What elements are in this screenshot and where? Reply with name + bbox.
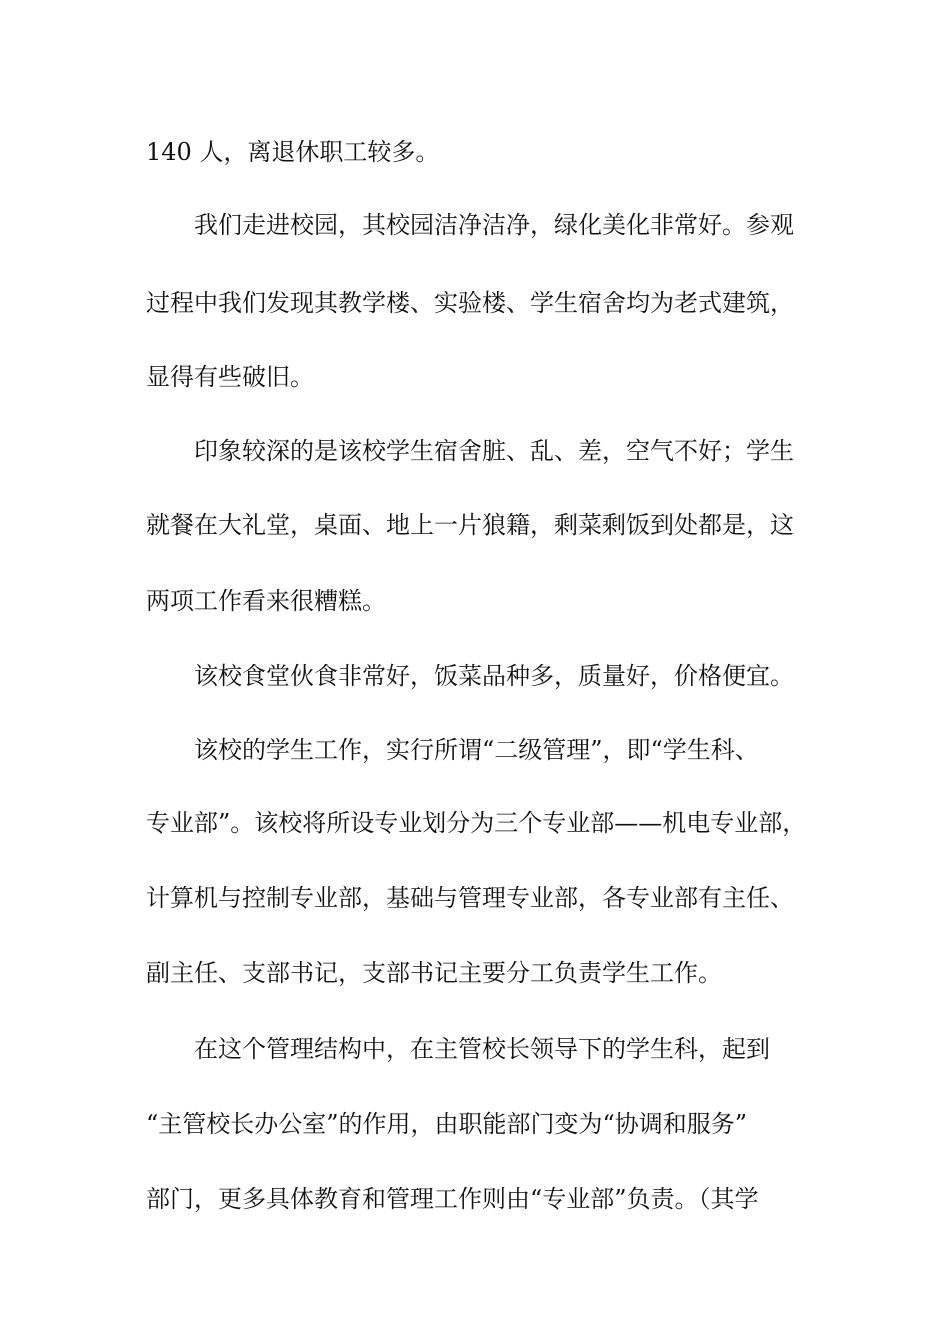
text-line: 专业部”。该校将所设专业划分为三个专业部——机电专业部， — [146, 809, 807, 837]
paragraph-start-line: 该校的学生工作，实行所谓“二级管理”，即“学生科、 — [194, 736, 759, 764]
paragraph-start-line: 该校食堂伙食非常好，饭菜品种多，质量好，价格便宜。 — [194, 662, 794, 690]
text-line: 140 人，离退休职工较多。 — [146, 138, 440, 166]
text-line: 计算机与控制专业部，基础与管理专业部，各专业部有主任、 — [146, 884, 794, 912]
paragraph-start-line: 印象较深的是该校学生宿舍脏、乱、差，空气不好；学生 — [194, 437, 794, 465]
text-line: 显得有些破旧。 — [146, 363, 314, 391]
text-line: “主管校长办公室”的作用，由职能部门变为“协调和服务” — [146, 1110, 748, 1138]
text-line: 就餐在大礼堂，桌面、地上一片狼籍，剩菜剩饭到处都是，这 — [146, 511, 794, 539]
paragraph-start-line: 在这个管理结构中，在主管校长领导下的学生科，起到 — [194, 1035, 770, 1063]
text-line: 部门，更多具体教育和管理工作则由“专业部”负责。（其学 — [146, 1185, 759, 1213]
text-line: 过程中我们发现其教学楼、实验楼、学生宿舍均为老式建筑， — [146, 289, 794, 317]
paragraph-start-line: 我们走进校园，其校园洁净洁净，绿化美化非常好。参观 — [194, 211, 794, 239]
text-line: 副主任、支部书记，支部书记主要分工负责学生工作。 — [146, 959, 722, 987]
text-line: 两项工作看来很糟糕。 — [146, 587, 386, 615]
